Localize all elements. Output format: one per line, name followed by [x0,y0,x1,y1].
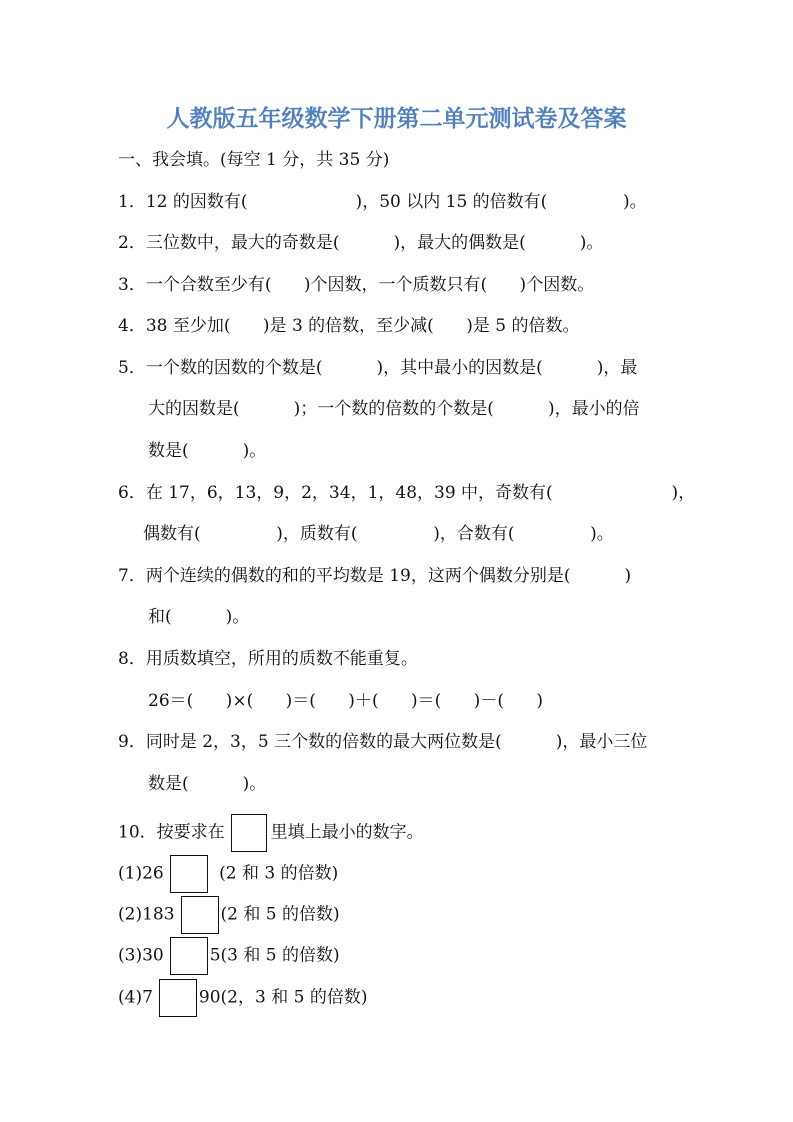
question-7-line-1: 7．两个连续的偶数的和的平均数是 19，这两个偶数分别是( ) [118,566,632,586]
question-10 [118,814,424,852]
answer-box[interactable] [231,814,267,852]
sub-question-1-suffix: (2 和 3 的倍数) [213,863,339,884]
sub-question-1 [118,855,338,893]
question-6-line-2: 偶数有( )，质数有( )，合数有( )。 [143,524,614,544]
sub-question-3-prefix: (3)30 [118,945,164,966]
question-5-line-1: 5．一个数的因数的个数是( )，其中最小的因数是( )，最 [118,358,638,378]
question-8-equation: 26＝( )×( )＝( )＋( )＝( )－( ) [148,691,544,711]
question-10-prefix: 10．按要求在 [118,822,225,843]
sub-question-4-prefix: (4)7 [118,987,153,1008]
question-2: 2．三位数中，最大的奇数是( )，最大的偶数是( )。 [118,233,604,253]
section-heading: 一、我会填。(每空 1 分，共 35 分) [118,150,390,170]
sub-question-3-suffix: 5(3 和 5 的倍数) [209,945,340,966]
sub-question-2-suffix: (2 和 5 的倍数) [220,904,340,925]
sub-question-2-prefix: (2)183 [118,904,175,925]
answer-box[interactable] [159,979,197,1017]
question-4: 4．38 至少加( )是 3 的倍数，至少减( )是 5 的倍数。 [118,316,580,336]
answer-box[interactable] [181,896,219,934]
answer-box[interactable] [170,937,208,975]
question-8-line-1: 8．用质数填空，所用的质数不能重复。 [118,649,418,669]
question-9-line-2: 数是( )。 [148,774,267,794]
question-1: 1．12 的因数有( )，50 以内 15 的倍数有( )。 [118,192,647,212]
question-9-line-1: 9．同时是 2，3，5 三个数的倍数的最大两位数是( )，最小三位 [118,732,648,752]
question-10-suffix: 里填上最小的数字。 [270,822,424,843]
question-5-line-2: 大的因数是( )；一个数的倍数的个数是( )，最小的倍 [148,399,640,419]
question-7-line-2: 和( )。 [148,607,250,627]
sub-question-3 [118,937,340,975]
question-3: 3．一个合数至少有( )个因数，一个质数只有( )个因数。 [118,275,595,295]
question-6-line-1: 6．在 17，6，13，9，2，34，1，48，39 中，奇数有( )， [118,483,696,503]
sub-question-4 [118,979,367,1017]
page-title: 人教版五年级数学下册第二单元测试卷及答案 [166,106,627,132]
answer-box[interactable] [170,855,208,893]
sub-question-1-prefix: (1)26 [118,863,164,884]
sub-question-4-suffix: 90(2，3 和 5 的倍数) [198,987,368,1008]
question-5-line-3: 数是( )。 [148,441,267,461]
sub-question-2 [118,896,340,934]
